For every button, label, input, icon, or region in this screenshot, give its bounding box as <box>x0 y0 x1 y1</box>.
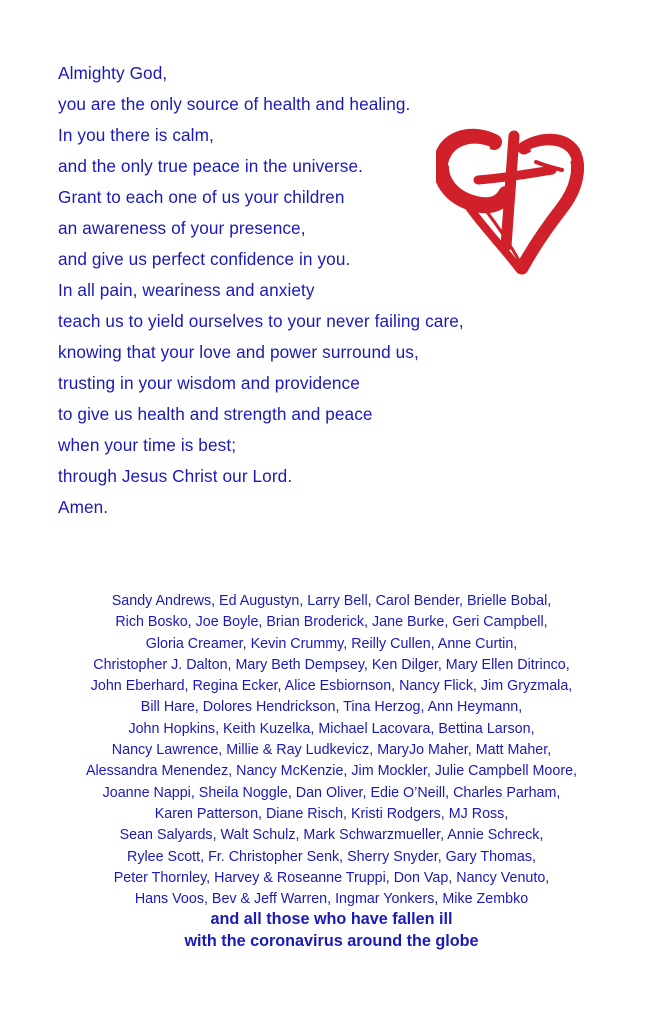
names-line: Nancy Lawrence, Millie & Ray Ludkevicz, MaryJo Maher, Matt Maher, <box>111 742 552 759</box>
prayer-line: through Jesus Christ our Lord. <box>58 466 293 486</box>
prayer-line: Amen. <box>58 497 109 517</box>
prayer-line: and the only true peace in the universe. <box>58 156 363 176</box>
names-line: John Hopkins, Keith Kuzelka, Michael Lacovara, Bettina Larson, <box>128 720 535 737</box>
names-line: Alessandra Menendez, Nancy McKenzie, Jim Mockler, Julie Campbell Moore, <box>85 763 578 780</box>
prayer-line: knowing that your love and power surround us, <box>58 342 419 362</box>
heart-with-cross-icon <box>436 128 586 280</box>
names-line: Sean Salyards, Walt Schulz, Mark Schwarzmueller, Annie Schreck, <box>119 827 544 844</box>
prayer-line: to give us health and strength and peace <box>58 404 373 424</box>
names-line: Christopher J. Dalton, Mary Beth Dempsey, Ken Dilger, Mary Ellen Ditrinco, <box>93 656 570 673</box>
closing-statement <box>20 908 643 952</box>
prayer-line: Almighty God, <box>58 63 168 83</box>
prayer-line: you are the only source of health and healing. <box>58 94 411 114</box>
prayer-line: Grant to each one of us your children <box>58 187 345 207</box>
names-line: Bill Hare, Dolores Hendrickson, Tina Herzog, Ann Heymann, <box>140 699 523 716</box>
names-line: Gloria Creamer, Kevin Crummy, Reilly Cullen, Anne Curtin, <box>145 635 518 652</box>
prayer-line: an awareness of your presence, <box>58 218 306 238</box>
names-line: Joanne Nappi, Sheila Noggle, Dan Oliver, Edie O’Neill, Charles Parham, <box>102 784 561 801</box>
prayer-line: trusting in your wisdom and providence <box>58 373 360 393</box>
prayer-line: when your time is best; <box>58 435 237 455</box>
names-list <box>20 591 643 910</box>
names-line: Sandy Andrews, Ed Augustyn, Larry Bell, Carol Bender, Brielle Bobal, <box>111 593 552 609</box>
closing-line: with the coronavirus around the globe <box>184 932 479 950</box>
closing-line: and all those who have fallen ill <box>210 910 453 928</box>
names-line: Peter Thornley, Harvey & Roseanne Truppi, Don Vap, Nancy Venuto, <box>113 869 550 886</box>
names-line: Hans Voos, Bev & Jeff Warren, Ingmar Yonkers, Mike Zembko <box>134 891 529 908</box>
prayer-line: teach us to yield ourselves to your never failing care, <box>58 311 464 331</box>
names-line: John Eberhard, Regina Ecker, Alice Esbiornson, Nancy Flick, Jim Gryzmala, <box>90 678 573 695</box>
prayer-line: and give us perfect confidence in you. <box>58 249 351 269</box>
prayer-line: In all pain, weariness and anxiety <box>58 280 315 300</box>
prayer-line: In you there is calm, <box>58 125 214 145</box>
names-line: Karen Patterson, Diane Risch, Kristi Rodgers, MJ Ross, <box>154 805 509 822</box>
names-line: Rylee Scott, Fr. Christopher Senk, Sherry Snyder, Gary Thomas, <box>127 848 536 865</box>
names-line: Rich Bosko, Joe Boyle, Brian Broderick, Jane Burke, Geri Campbell, <box>115 614 548 631</box>
